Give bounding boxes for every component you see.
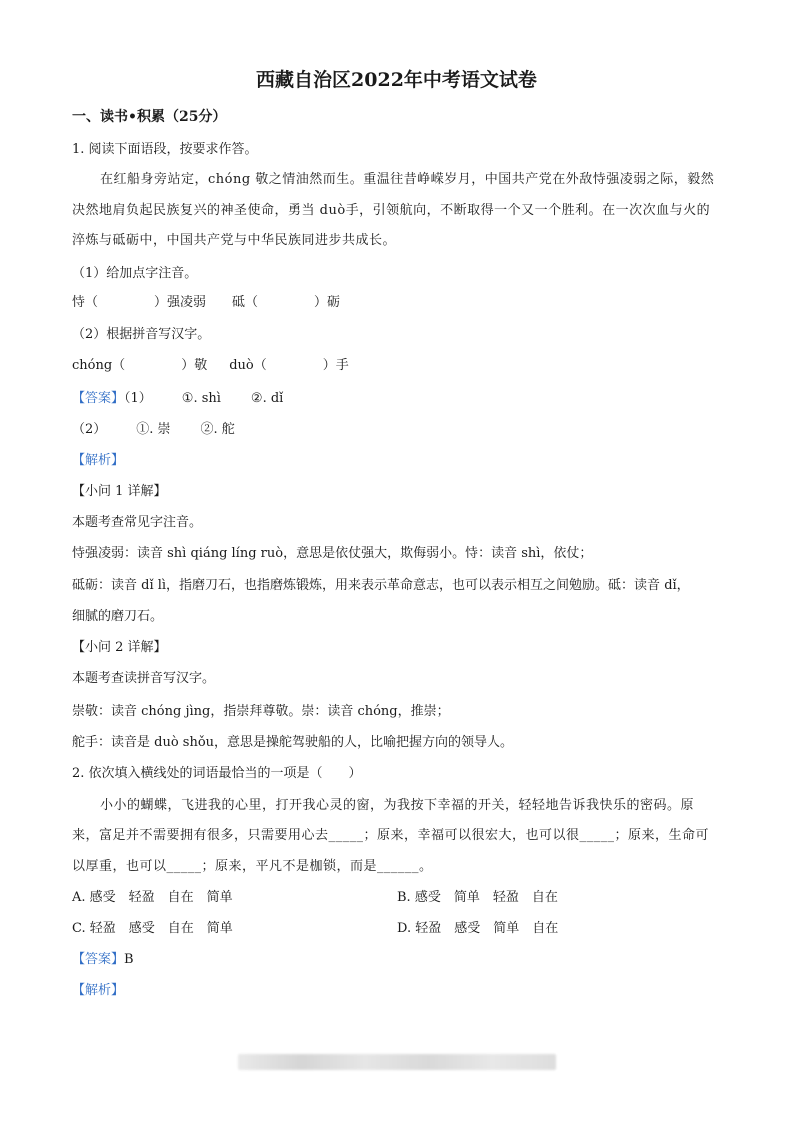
blurred-footer bbox=[238, 1054, 556, 1070]
answer-part: ②. dǐ bbox=[250, 391, 284, 406]
section-heading: 一、读书•积累（25分） bbox=[72, 109, 227, 125]
answer-value: B bbox=[124, 952, 134, 967]
passage-line: 决然地肩负起民族复兴的神圣使命，勇当 duò手，引领航向，不断取得一个又一个胜利。在一次次血与火的 bbox=[72, 203, 711, 218]
detail-text: 舵手：读音是 duò shǒu，意思是操舵驾驶船的人，比喻把握方向的领导人。 bbox=[72, 735, 514, 750]
subquestion-2: （2）根据拼音写汉字。 bbox=[72, 327, 211, 342]
detail-text: 崇敬：读音 chóng jìng，指崇拜尊敬。崇：读音 chóng，推崇； bbox=[72, 704, 450, 719]
detail-text: 砥砺：读音 dǐ lì，指磨刀石，也指磨炼锻炼，用来表示革命意志，也可以表示相互之间勉励。砥：读音 dǐ， bbox=[72, 578, 690, 593]
answer-part: （1） bbox=[124, 391, 152, 406]
blank-prefix: 恃（ bbox=[72, 295, 99, 310]
passage-line: 在红船身旁站定，chóng 敬之情油然而生。重温往昔峥嵘岁月，中国共产党在外敌恃强凌弱之际，毅然 bbox=[100, 172, 715, 187]
detail-heading: 【小问 2 详解】 bbox=[72, 640, 167, 655]
passage-line: 小小的蝴蝶，飞进我的心里，打开我心灵的窗，为我按下幸福的开关，轻轻地告诉我快乐的密码。原 bbox=[100, 798, 695, 813]
answer-label: 【答案】 bbox=[72, 952, 125, 967]
answer-part: ①. 崇 bbox=[136, 422, 171, 437]
blank-prefix: 砥（ bbox=[232, 295, 259, 310]
answer-line-1 bbox=[72, 389, 283, 409]
option-b: B. 感受 简单 轻盈 自在 bbox=[397, 890, 558, 905]
subquestion-2-blanks bbox=[72, 356, 349, 376]
blank-suffix: ）强凌弱 bbox=[154, 295, 207, 310]
question-1-stem: 1. 阅读下面语段，按要求作答。 bbox=[72, 142, 258, 157]
blank-prefix: duò（ bbox=[229, 358, 267, 373]
detail-text: 细腻的磨刀石。 bbox=[72, 609, 164, 624]
passage-line: 以厚重，也可以_____；原来，平凡不是枷锁，而是______。 bbox=[72, 859, 433, 874]
blank-suffix: ）砺 bbox=[314, 295, 341, 310]
subquestion-1-blanks bbox=[72, 293, 340, 313]
detail-text: 恃强凌弱：读音 shì qiáng líng ruò，意思是依仗强大，欺侮弱小。恃：读音 shì，依仗； bbox=[72, 546, 593, 561]
blank-suffix: ）手 bbox=[322, 358, 349, 373]
passage-line: 来，富足并不需要拥有很多，只需要用心去_____；原来，幸福可以很宏大，也可以很_____；原来，生命可 bbox=[72, 828, 710, 843]
answer-part: ①. shì bbox=[181, 391, 221, 406]
answer-label: 【答案】 bbox=[72, 391, 125, 406]
question-2-stem: 2. 依次填入横线处的词语最恰当的一项是（ ） bbox=[72, 766, 362, 781]
detail-text: 本题考查读拼音写汉字。 bbox=[72, 671, 216, 686]
option-a: A. 感受 轻盈 自在 简单 bbox=[72, 890, 233, 905]
answer-part: ②. 舵 bbox=[200, 422, 235, 437]
option-d: D. 轻盈 感受 简单 自在 bbox=[397, 921, 559, 936]
passage-line: 淬炼与砥砺中，中国共产党与中华民族同进步共成长。 bbox=[72, 233, 397, 248]
analysis-label: 【解析】 bbox=[72, 983, 125, 998]
detail-text: 本题考查常见字注音。 bbox=[72, 515, 203, 530]
blank-suffix: ）敬 bbox=[181, 358, 208, 373]
detail-heading: 【小问 1 详解】 bbox=[72, 484, 167, 499]
subquestion-1: （1）给加点字注音。 bbox=[72, 266, 198, 281]
analysis-label: 【解析】 bbox=[72, 453, 125, 468]
answer-part: （2） bbox=[72, 422, 107, 437]
answer-line bbox=[72, 950, 134, 970]
answer-line-2 bbox=[72, 420, 235, 440]
blank-prefix: chóng（ bbox=[72, 358, 126, 373]
option-c: C. 轻盈 感受 自在 简单 bbox=[72, 921, 233, 936]
page-title: 西藏自治区2022年中考语文试卷 bbox=[256, 69, 537, 91]
